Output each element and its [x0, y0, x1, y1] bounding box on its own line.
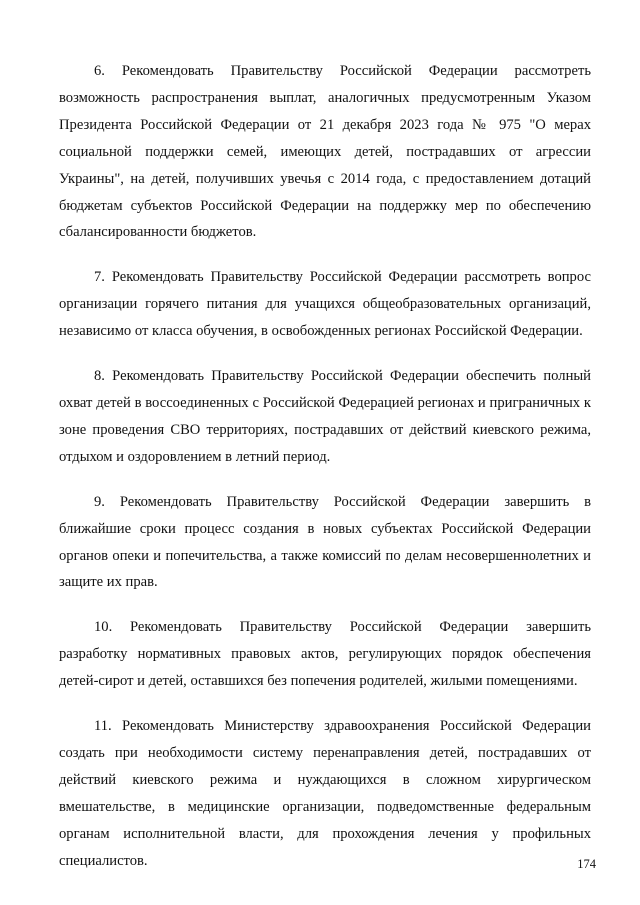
paragraph-10: 10. Рекомендовать Правительству Российской Федерации завершить разработку нормативных правовых актов, регулирующих порядок обеспечения детей-сирот и детей, оставшихся без попечения родителей, жилыми помещениями.	[59, 619, 591, 690]
paragraph-9: 9. Рекомендовать Правительству Российской Федерации завершить в ближайшие сроки процесс создания в новых субъектах Российской Федерации органов опеки и попечительства, а также комиссий по делам несовершеннолетних и защите их прав.	[59, 493, 591, 591]
document-body	[59, 58, 591, 874]
paragraph-6: 6. Рекомендовать Правительству Российской Федерации рассмотреть возможность распространения выплат, аналогичных предусмотренным Указом Президента Российской Федерации от 21 декабря 2023 года № 975 "О мерах социальной поддержки семей, имеющих детей, пострадавших от агрессии Украины", на детей, получивших увечья с 2014 года, с предоставлением дотаций бюджетам субъектов Российской Федерации на поддержку мер по обеспечению сбалансированности бюджетов.	[59, 63, 591, 241]
paragraph-11: 11. Рекомендовать Министерству здравоохранения Российской Федерации создать при необходимости систему перенаправления детей, пострадавших от действий киевского режима и нуждающихся в сложном хирургическом вмешательстве, в медицинские организации, подведомственные федеральным органам исполнительной власти, для прохождения лечения у профильных специалистов.	[59, 718, 591, 869]
paragraph-8: 8. Рекомендовать Правительству Российской Федерации обеспечить полный охват детей в воссоединенных с Российской Федерацией регионах и приграничных к зоне проведения СВО территориях, пострадавших от действий киевского режима, отдыхом и оздоровлением в летний период.	[59, 368, 591, 465]
page-number: 174	[577, 857, 596, 871]
paragraph-7: 7. Рекомендовать Правительству Российской Федерации рассмотреть вопрос организации горячего питания для учащихся общеобразовательных организаций, независимо от класса обучения, в освобожденных регионах Российской Федерации.	[59, 269, 591, 340]
